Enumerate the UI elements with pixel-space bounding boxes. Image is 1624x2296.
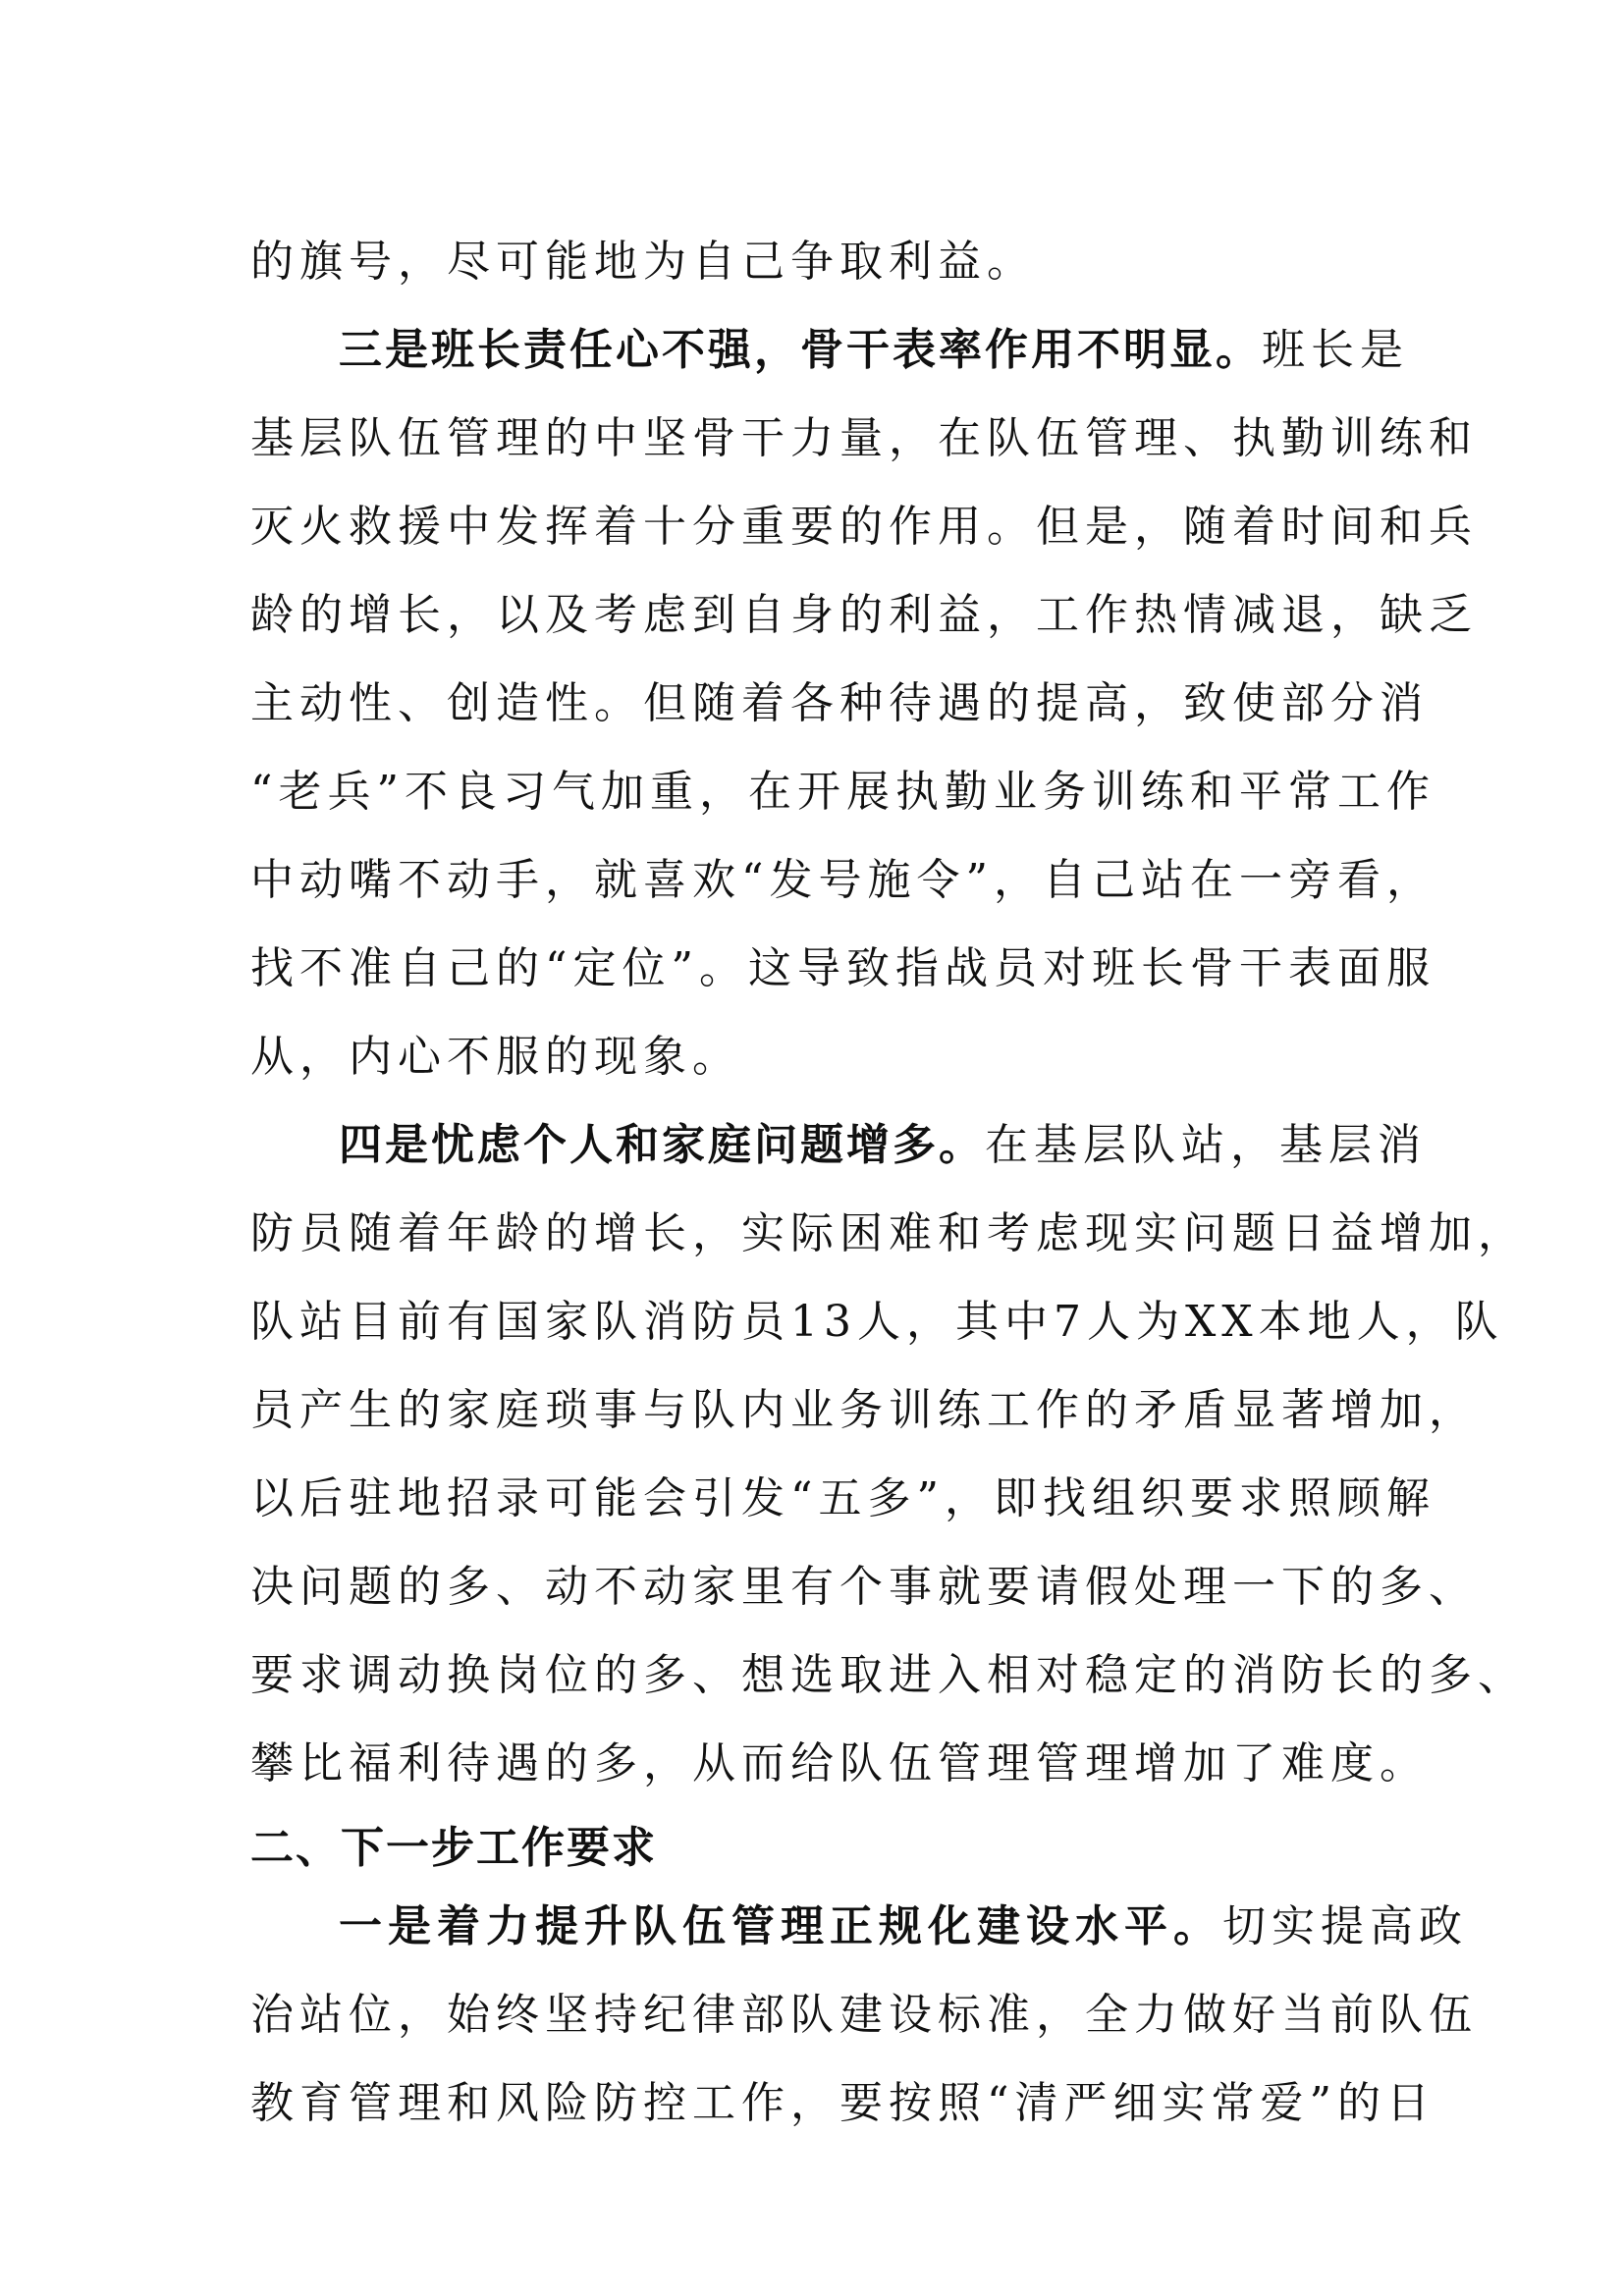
- text-line: 攀比福利待遇的多，从而给队伍管理管理增加了难度。: [250, 1738, 1429, 1789]
- text-line: 队站目前有国家队消防员13人，其中7人为XX本地人，队: [250, 1297, 1504, 1347]
- text-line: 灭火救援中发挥着十分重要的作用。但是，随着时间和兵: [250, 502, 1478, 552]
- text-line: 以后驻地招录可能会引发“五多”，即找组织要求照顾解: [250, 1473, 1435, 1523]
- paragraph-first-line: [339, 306, 1409, 395]
- paragraph-first-line: [339, 1101, 1427, 1190]
- text-line: 的旗号，尽可能地为自己争取利益。: [250, 237, 1036, 287]
- text-line: 治站位，始终坚持纪律部队建设标准，全力做好当前队伍: [250, 1990, 1478, 2040]
- paragraph-lead-bold: 一是着力提升队伍管理正规化建设水平。: [339, 1901, 1222, 1951]
- text-line: 教育管理和风险防控工作，要按照“清严细实常爱”的日: [250, 2078, 1435, 2128]
- paragraph-lead-bold: 四是忧虑个人和家庭问题增多。: [339, 1120, 985, 1170]
- text-line: 主动性、创造性。但随着各种待遇的提高，致使部分消: [250, 678, 1429, 728]
- paragraph-first-line: [339, 1883, 1468, 1971]
- text-line: 龄的增长，以及考虑到自身的利益，工作热情减退，缺乏: [250, 590, 1478, 640]
- text-line: 基层队伍管理的中坚骨干力量，在队伍管理、执勤训练和: [250, 413, 1478, 463]
- text-line: 找不准自己的“定位”。这导致指战员对班长骨干表面服: [250, 943, 1435, 993]
- paragraph-lead-rest: 切实提高政: [1222, 1901, 1468, 1951]
- paragraph-lead-rest: 班长是: [1262, 325, 1409, 375]
- text-line: 员产生的家庭琐事与队内业务训练工作的矛盾显著增加，: [250, 1385, 1478, 1435]
- text-line: “老兵”不良习气加重，在开展执勤业务训练和平常工作: [250, 767, 1435, 817]
- text-line: 防员随着年龄的增长，实际困难和考虑现实问题日益增加，: [250, 1208, 1527, 1258]
- paragraph-lead-bold: 三是班长责任心不强，骨干表率作用不明显。: [339, 325, 1262, 375]
- text-line: 要求调动换岗位的多、想选取进入相对稳定的消防长的多、: [250, 1650, 1527, 1700]
- text-line: 决问题的多、动不动家里有个事就要请假处理一下的多、: [250, 1562, 1478, 1612]
- text-line: 中动嘴不动手，就喜欢“发号施令”，自己站在一旁看，: [250, 855, 1435, 905]
- text-line: 从，内心不服的现象。: [250, 1032, 741, 1082]
- section-heading: 二、下一步工作要求: [250, 1823, 657, 1873]
- paragraph-lead-rest: 在基层队站，基层消: [985, 1120, 1427, 1170]
